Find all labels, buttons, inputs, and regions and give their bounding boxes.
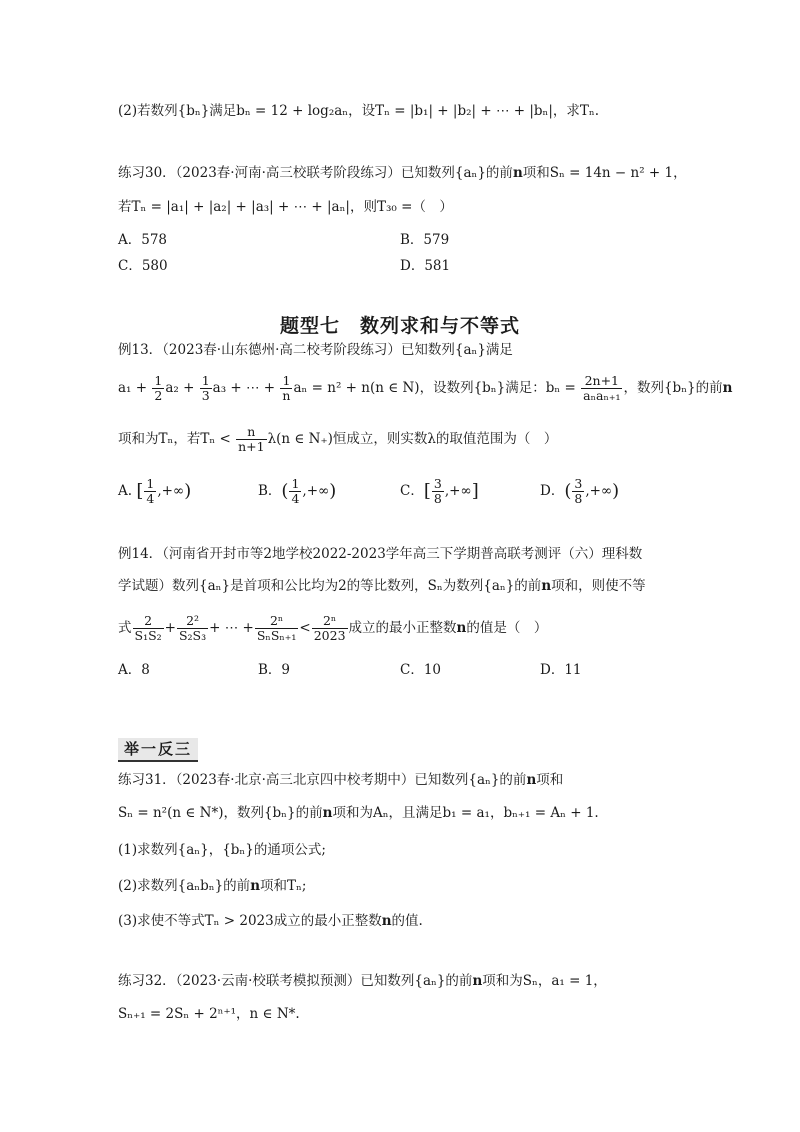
practice-banner: 举一反三: [118, 738, 198, 762]
e13-term5: ，数列{bₙ}的前: [623, 380, 723, 396]
frac-num: 2: [133, 614, 164, 629]
e13-term4: aₙ = n² + n(n ∈ N)，设数列{bₙ}满足：bₙ =: [293, 380, 576, 396]
var-n: n: [250, 878, 261, 894]
exercise-31-line1: [118, 770, 563, 790]
example-14-option-b: B．9: [258, 662, 291, 678]
fraction-t3: [255, 614, 299, 643]
exercise-31-line2: [118, 803, 599, 823]
frac-den: 4: [291, 491, 300, 506]
frac-den: SₙSₙ₊₁: [256, 628, 297, 643]
frac-den: 2: [154, 388, 163, 403]
e13-term3: a₃ + ⋯ +: [212, 380, 276, 396]
frac-num: 3: [574, 476, 583, 491]
bracket: [: [423, 480, 431, 502]
exercise-31-part2: [118, 876, 306, 896]
frac-num: 2²: [177, 614, 208, 629]
exercise-31-part3: [118, 911, 423, 931]
exercise-31-part1: (1)求数列{aₙ}，{bₙ}的通项公式;: [118, 842, 326, 858]
fraction-rhs: [312, 614, 348, 643]
e14-ellipsis: + ⋯ +: [209, 620, 254, 636]
example-13-option-c: [400, 477, 479, 506]
frac-num: 1: [280, 374, 292, 389]
p32-intro: 练习32．（2023·云南·校联考模拟预测）已知数列{aₙ}的前: [118, 973, 473, 989]
exercise-30-option-a: A．578: [118, 232, 168, 248]
fraction: [144, 477, 156, 506]
bracket: ): [612, 480, 620, 502]
opt-inf: ,+∞: [157, 483, 185, 499]
fraction-bn: [581, 374, 622, 403]
p31-text: 项和: [536, 772, 564, 788]
e13-question: λ(n ∈ N₊)恒成立，则实数λ的取值范围为（ ）: [267, 431, 558, 447]
example-14-line2: [118, 576, 646, 596]
opt-inf: ,+∞: [585, 483, 613, 499]
e14-text: 学试题）数列{aₙ}是首项和公比均为2的等比数列，Sₙ为数列{aₙ}的前: [118, 578, 542, 594]
example-14-option-d: D．11: [540, 662, 582, 678]
frac-num: 3: [433, 476, 442, 491]
frac-den: S₂S₃: [178, 628, 207, 643]
example-13-option-d: [540, 477, 619, 506]
var-n: n: [526, 772, 537, 788]
e14-question: 的值是（ ）: [466, 620, 548, 636]
fraction-lambda: [236, 425, 266, 454]
frac-num: 1: [146, 476, 155, 491]
section-heading: 题型七 数列求和与不等式: [279, 315, 520, 337]
p31-part3-b: 的值.: [391, 913, 423, 929]
example-14-line1: 例14．（河南省开封市等2地学校2022-2023学年高三下学期普高联考测评（六）理科数: [118, 546, 643, 562]
opt-label: D．: [540, 483, 565, 499]
e13-term1: a₁ +: [118, 380, 148, 396]
e14-text2: 项和，则使不等: [551, 578, 646, 594]
p31-intro: 练习31．（2023春·北京·高三北京四中校考期中）已知数列{aₙ}的前: [118, 772, 527, 788]
var-n: n: [322, 805, 333, 821]
exercise-30-line2: 若Tₙ = |a₁| + |a₂| + |a₃| + ⋯ + |aₙ|，则T₃₀ =（ ）: [118, 199, 453, 215]
fraction-half: [152, 374, 164, 403]
frac-den: n: [282, 388, 291, 403]
frac-den: 8: [433, 491, 442, 506]
frac-den: 3: [201, 388, 210, 403]
e14-cond: 成立的最小正整数: [348, 620, 457, 636]
frac-den: S₁S₂: [134, 628, 162, 643]
frac-num: 2ⁿ: [255, 614, 299, 629]
frac-num: 1: [201, 373, 210, 388]
example-13-line3: [118, 425, 557, 454]
example-13-option-b: [258, 477, 336, 506]
var-n: n: [512, 165, 523, 181]
p32-text: 项和为Sₙ，a₁ = 1，: [482, 973, 607, 989]
bracket: [: [136, 480, 144, 502]
frac-den: aₙaₙ₊₁: [583, 388, 621, 403]
exercise-30-intro: 练习30．（2023春·河南·高三校联考阶段练习）已知数列{aₙ}的前: [118, 165, 513, 181]
frac-den: 2023: [313, 628, 346, 643]
example-13-line2: [118, 374, 732, 403]
part2-question: (2)若数列{bₙ}满足bₙ = 12 + log₂aₙ，设Tₙ = |b₁| + |b₂| + ⋯ + |bₙ|，求Tₙ.: [118, 103, 600, 119]
example-14-option-c: C．10: [400, 662, 442, 678]
e13-cond: 项和为Tₙ，若Tₙ <: [118, 431, 231, 447]
e14-shi: 式: [118, 620, 132, 636]
bracket: (: [564, 480, 572, 502]
e13-term2: a₂ +: [165, 380, 195, 396]
fraction: [432, 477, 444, 506]
frac-den: 4: [146, 491, 155, 506]
exercise-30-option-c: C．580: [118, 258, 168, 274]
example-14-line3: 式 $\frac{2}{\text{S₁S₂}}$ + $\frac{\text{2²}}{\text{S₂S₃}}$ + ⋯ + $\frac{\text{2ⁿ}}{\text{SₙSₙ₊₁}}$ < $\frac{\text{2ⁿ}}{2023}$ 成立的最小正整数n的值是（ ）: [118, 613, 548, 643]
p31-cond: 项和为Aₙ，且满足b₁ = a₁，bₙ₊₁ = Aₙ + 1.: [332, 805, 599, 821]
p31-sum: Sₙ = n²(n ∈ N*)，数列{bₙ}的前: [118, 805, 323, 821]
opt-label: A.: [118, 483, 133, 499]
example-13-option-a: [118, 477, 191, 506]
bracket: (: [281, 480, 289, 502]
exercise-30-option-b: B．579: [400, 232, 450, 248]
exercise-30-sum: 项和Sₙ = 14n − n² + 1，: [522, 165, 687, 181]
opt-label: C．: [400, 483, 424, 499]
fraction: [289, 477, 301, 506]
fraction-t2: [177, 614, 208, 643]
example-14-option-a: A．8: [118, 662, 150, 678]
var-n: n: [472, 973, 483, 989]
opt-inf: ,+∞: [444, 483, 472, 499]
frac-num: 1: [291, 476, 300, 491]
p31-part3-a: (3)求使不等式Tₙ > 2023成立的最小正整数: [118, 913, 382, 929]
var-n: n: [541, 578, 552, 594]
fraction-t1: [133, 614, 164, 643]
opt-label: B．: [258, 483, 282, 499]
frac-num: n: [236, 425, 266, 440]
frac-num: 2ⁿ: [312, 614, 348, 629]
bracket: ): [184, 480, 192, 502]
exercise-30-line1: [118, 163, 687, 183]
var-n: n: [456, 620, 467, 636]
bracket: ): [329, 480, 337, 502]
p31-part2-b: 项和Tₙ;: [260, 878, 307, 894]
frac-num: 2n+1: [581, 374, 622, 389]
opt-inf: ,+∞: [302, 483, 330, 499]
var-n: n: [381, 913, 392, 929]
exercise-32-line2: Sₙ₊₁ = 2Sₙ + 2ⁿ⁺¹，n ∈ N*.: [118, 1006, 300, 1022]
frac-den: 8: [574, 491, 583, 506]
bracket: ]: [471, 480, 479, 502]
var-n: n: [722, 380, 733, 396]
p31-part2-a: (2)求数列{aₙbₙ}的前: [118, 878, 251, 894]
fraction: [572, 477, 584, 506]
fraction-third: [200, 374, 212, 403]
frac-den: n+1: [238, 439, 265, 454]
exercise-32-line1: [118, 971, 607, 991]
frac-num: 1: [154, 373, 163, 388]
fraction-nth: [280, 374, 292, 403]
exercise-30-option-d: D．581: [400, 258, 451, 274]
example-13-line1: 例13．（2023春·山东德州·高二校考阶段练习）已知数列{aₙ}满足: [118, 342, 513, 358]
